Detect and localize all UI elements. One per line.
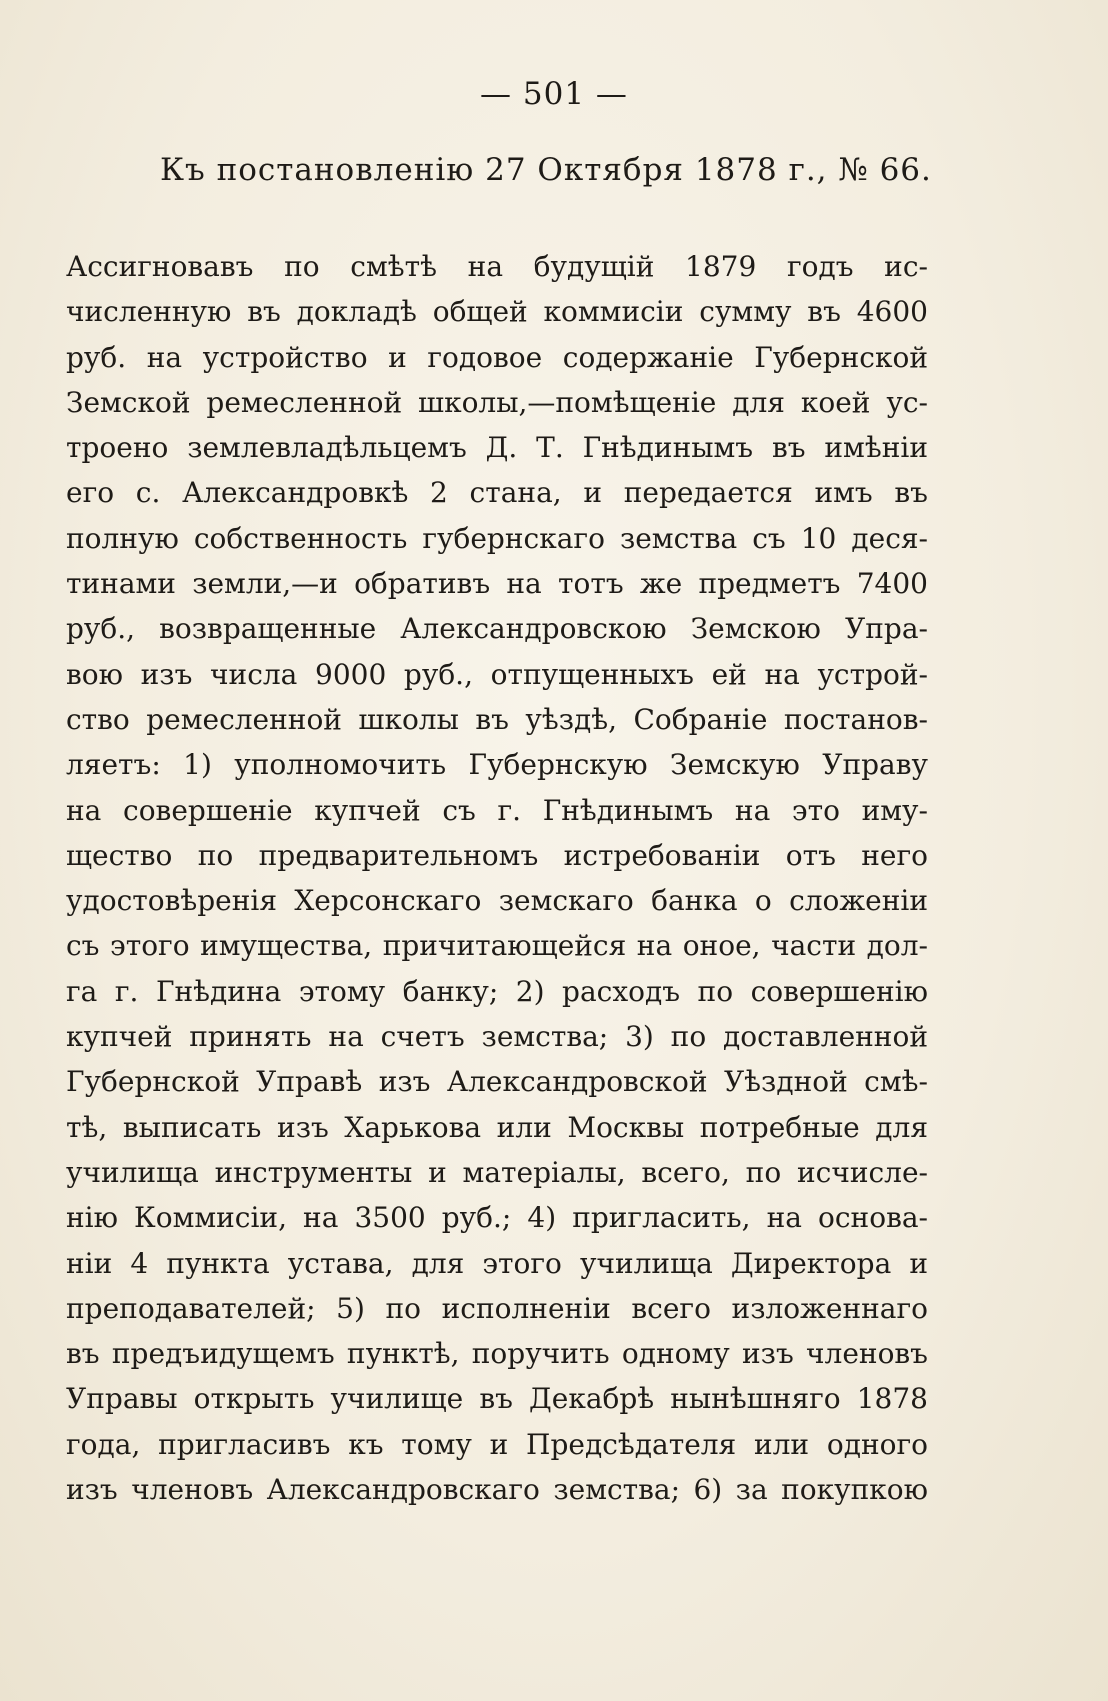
body-line: Губернской Управѣ изъ Александровской Уѣздной смѣ- — [66, 1065, 928, 1099]
body-line: численную въ докладѣ общей коммисіи сумму въ 4600 — [66, 295, 928, 329]
resolution-body — [66, 244, 928, 1512]
body-line: съ этого имущества, причитающейся на оное, части дол- — [66, 929, 928, 963]
body-line: Земской ремесленной школы,—помѣщеніе для коей ус- — [66, 385, 928, 419]
body-line: его с. Александровкѣ 2 стана, и передается имъ въ — [66, 476, 928, 510]
body-line: купчей принять на счетъ земства; 3) по доставленной — [66, 1020, 928, 1054]
body-line: нію Коммисіи, на 3500 руб.; 4) пригласить, на основа- — [66, 1201, 928, 1235]
body-line: Управы открыть училище въ Декабрѣ нынѣшняго 1878 — [66, 1382, 928, 1416]
body-line: тѣ, выписать изъ Харькова или Москвы потребные для — [66, 1110, 928, 1144]
body-line: училища инструменты и матеріалы, всего, по исчисле- — [66, 1155, 928, 1189]
body-line: вою изъ числа 9000 руб., отпущенныхъ ей на устрой- — [66, 657, 928, 691]
body-line: на совершеніе купчей съ г. Гнѣдинымъ на это иму- — [66, 793, 928, 827]
body-line: ляетъ: 1) уполномочить Губернскую Земскую Управу — [66, 748, 928, 782]
body-line: изъ членовъ Александровскаго земства; 6) за покупкою — [66, 1473, 928, 1507]
body-line: га г. Гнѣдина этому банку; 2) расходъ по совершенію — [66, 974, 928, 1008]
body-line: года, пригласивъ къ тому и Предсѣдателя или одного — [66, 1427, 928, 1461]
body-line: руб. на устройство и годовое содержаніе Губернской — [66, 340, 928, 374]
body-line: удостовѣренія Херсонскаго земскаго банка о сложеніи — [66, 884, 928, 918]
resolution-heading: Къ постановленію 27 Октября 1878 г., № 66. — [160, 152, 932, 188]
body-line: Ассигновавъ по смѣтѣ на будущій 1879 годъ ис- — [66, 250, 928, 283]
page-number: — 501 — — [480, 76, 628, 112]
body-line: въ предъидущемъ пунктѣ, поручить одному изъ членовъ — [66, 1337, 928, 1371]
body-line: щество по предварительномъ истребованіи отъ него — [66, 838, 928, 872]
body-line: ніи 4 пункта устава, для этого училища Директора и — [66, 1246, 928, 1280]
body-line: тинами земли,—и обративъ на тотъ же предметъ 7400 — [66, 567, 928, 601]
body-line: полную собственность губернскаго земства съ 10 деся- — [66, 521, 928, 555]
body-line: преподавателей; 5) по исполненіи всего изложеннаго — [66, 1291, 928, 1325]
body-line: руб., возвращенные Александровскою Земскою Упра- — [66, 612, 928, 646]
body-line: троено землевладѣльцемъ Д. Т. Гнѣдинымъ въ имѣніи — [66, 431, 928, 465]
body-line: ство ремесленной школы въ уѣздѣ, Собраніе постанов- — [66, 702, 928, 736]
